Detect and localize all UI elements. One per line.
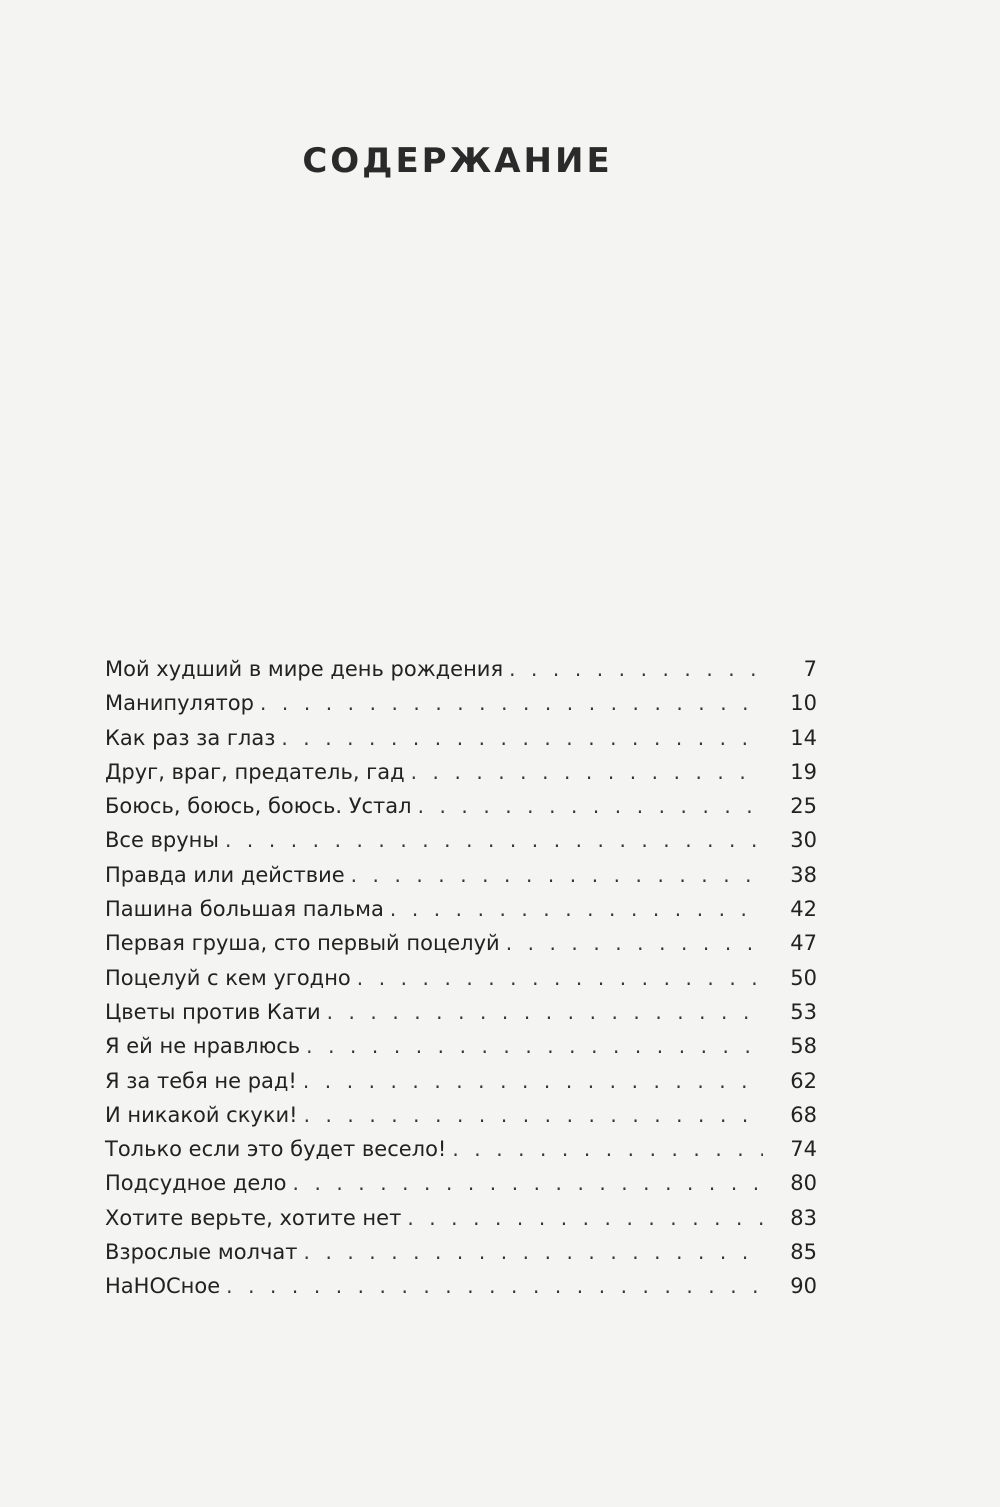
toc-entry-page: 83 <box>790 1205 817 1230</box>
toc-entry <box>105 789 817 823</box>
toc-entry <box>105 961 817 995</box>
dot-leader <box>304 1235 763 1269</box>
toc-entry <box>105 721 817 755</box>
toc-entry-title: Как раз за глаз <box>105 725 276 750</box>
dot-leader <box>357 961 763 995</box>
toc-entry-title: Подсудное дело <box>105 1171 287 1196</box>
toc-entry-title: И никакой скуки! <box>105 1102 298 1127</box>
toc-entry <box>105 995 817 1029</box>
toc-entry-page: 58 <box>790 1034 817 1059</box>
toc-entry-page: 62 <box>790 1068 817 1093</box>
dot-leader <box>351 858 763 892</box>
toc-entry-page: 80 <box>790 1171 817 1196</box>
page-title: СОДЕРЖАНИЕ <box>302 140 613 181</box>
toc-entry-page: 68 <box>790 1102 817 1127</box>
toc-entry-title: Мой худший в мире день рождения <box>105 657 504 681</box>
toc-entry-title: Пашина большая пальма <box>105 897 384 922</box>
toc-entry <box>105 858 817 892</box>
dot-leader <box>260 686 763 720</box>
toc-entry-title: НаНОСное <box>105 1274 221 1299</box>
toc-entry <box>105 1269 817 1303</box>
toc-entry-page: 30 <box>790 828 817 853</box>
toc-entry-page: 90 <box>790 1274 817 1299</box>
toc-entry <box>105 1201 817 1235</box>
toc-entry-page: 14 <box>790 725 817 750</box>
toc-entry-title: Взрослые молчат <box>105 1240 298 1265</box>
toc-entry <box>105 755 817 789</box>
dot-leader <box>418 789 763 823</box>
toc-entry <box>105 1029 817 1063</box>
toc-entry-page: 38 <box>790 862 817 887</box>
toc-entry-page: 7 <box>803 657 817 681</box>
toc-entry-page: 42 <box>790 897 817 922</box>
toc-entry-title: Манипулятор <box>105 691 254 716</box>
dot-leader <box>293 1166 763 1200</box>
dot-leader <box>281 721 763 755</box>
dot-leader <box>506 926 763 960</box>
toc-entry-title: Я ей не нравлюсь <box>105 1034 301 1059</box>
toc-entry <box>105 1235 817 1269</box>
toc-entry-page: 10 <box>790 691 817 716</box>
toc-entry-title: Хотите верьте, хотите нет <box>105 1205 402 1230</box>
dot-leader <box>407 1201 763 1235</box>
toc-entry <box>105 1166 817 1200</box>
dot-leader <box>306 1029 763 1063</box>
toc-entry <box>105 1098 817 1132</box>
toc-entry-title: Все вруны <box>105 828 219 853</box>
toc-entry-title: Боюсь, боюсь, боюсь. Устал <box>105 794 412 819</box>
dot-leader <box>303 1064 763 1098</box>
dot-leader <box>411 755 763 789</box>
toc-entry-title: Поцелуй с кем угодно <box>105 965 351 990</box>
toc-entry <box>105 686 817 720</box>
toc-entry <box>105 823 817 857</box>
toc-entry-page: 85 <box>790 1240 817 1265</box>
toc-entry-title: Цветы против Кати <box>105 999 321 1024</box>
toc-entry <box>105 892 817 926</box>
table-of-contents <box>105 652 817 1304</box>
toc-entry-page: 25 <box>790 794 817 819</box>
toc-entry-page: 74 <box>790 1137 817 1162</box>
toc-entry-title: Только если это будет весело! <box>105 1137 447 1162</box>
toc-entry-title: Первая груша, сто первый поцелуй <box>105 931 500 956</box>
dot-leader <box>304 1098 763 1132</box>
toc-entry-page: 19 <box>790 759 817 784</box>
dot-leader <box>327 995 763 1029</box>
toc-entry <box>105 652 817 686</box>
toc-entry-page: 53 <box>790 999 817 1024</box>
dot-leader <box>226 1269 763 1303</box>
toc-entry <box>105 1132 817 1166</box>
dot-leader <box>509 652 763 686</box>
toc-entry-page: 50 <box>790 965 817 990</box>
dot-leader <box>452 1132 763 1166</box>
toc-entry-title: Я за тебя не рад! <box>105 1068 297 1093</box>
dot-leader <box>390 892 763 926</box>
toc-entry <box>105 1064 817 1098</box>
dot-leader <box>225 823 763 857</box>
toc-entry-title: Правда или действие <box>105 862 345 887</box>
toc-entry <box>105 926 817 960</box>
toc-entry-title: Друг, враг, предатель, гад <box>105 759 405 784</box>
toc-entry-page: 47 <box>790 931 817 956</box>
